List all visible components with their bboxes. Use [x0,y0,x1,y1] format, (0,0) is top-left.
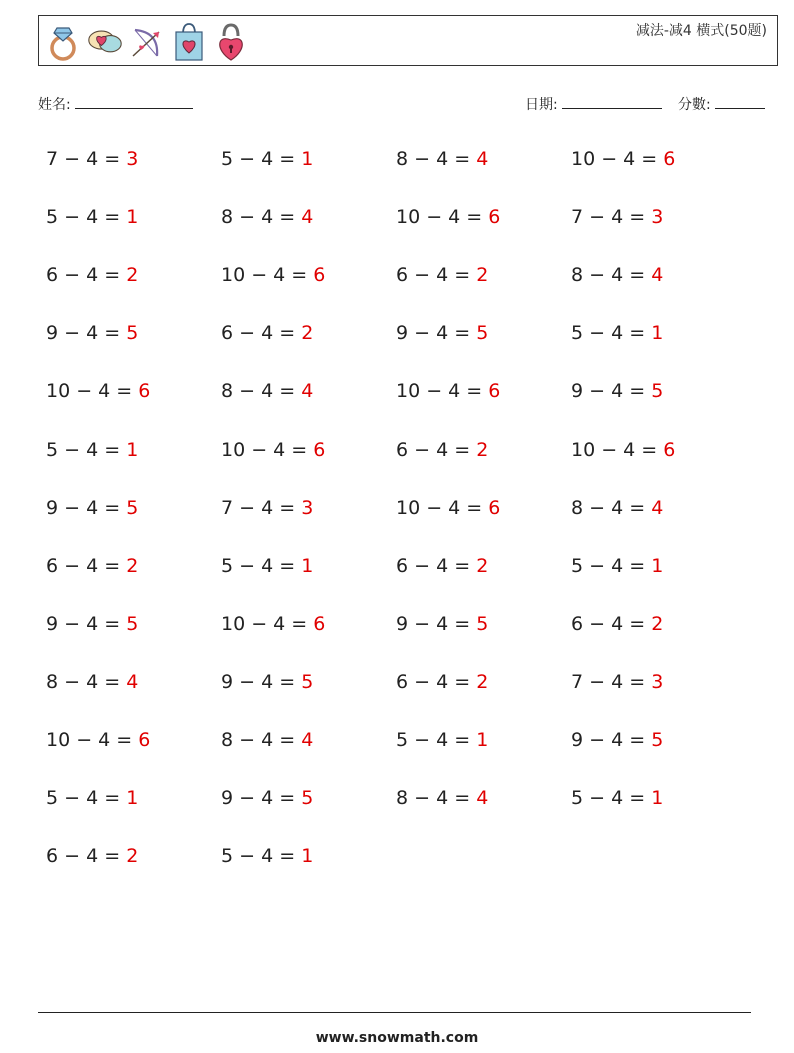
problem-answer: 6 [138,729,151,751]
problem-answer: 5 [126,612,139,635]
problem-expression: 6 − 4 = [221,322,302,345]
problem-answer: 1 [301,554,314,577]
problem-answer: 6 [313,438,326,461]
problem-answer: 6 [313,612,326,635]
problem-answer: 1 [126,438,139,461]
date-blank-line [562,96,662,109]
problem-expression: 8 − 4 = [221,729,302,751]
problem-expression: 6 − 4 = [46,845,127,868]
problem-answer: 4 [126,670,139,693]
problem-answer: 5 [126,322,139,345]
problem-item [221,671,313,693]
problem-answer: 5 [301,787,314,810]
problem-item [396,555,488,577]
problem-expression: 8 − 4 = [571,496,652,519]
problem-expression: 8 − 4 = [396,787,477,810]
problem-answer: 1 [651,554,664,577]
problem-item [46,497,138,519]
problem-answer: 4 [476,787,489,810]
problem-answer: 2 [126,264,139,287]
problem-item [396,729,488,751]
problem-item [396,787,488,809]
bow-arrow-icon [129,20,165,62]
problem-item [46,380,150,402]
heart-padlock-icon [213,20,249,62]
name-field [38,94,193,114]
problem-expression: 10 − 4 = [221,264,314,287]
date-field [525,94,662,114]
problem-expression: 7 − 4 = [221,496,302,519]
problem-answer: 4 [476,148,489,170]
problem-item [46,845,138,867]
problem-item [221,729,313,751]
problem-expression: 5 − 4 = [571,322,652,345]
problem-expression: 9 − 4 = [571,380,652,403]
problem-answer: 5 [651,729,664,751]
problem-expression: 6 − 4 = [396,670,477,693]
shopping-bag-heart-icon [171,20,207,62]
problem-answer: 1 [476,729,489,751]
problem-answer: 1 [301,148,314,170]
problem-answer: 2 [476,554,489,577]
problem-expression: 6 − 4 = [571,612,652,635]
problem-expression: 9 − 4 = [571,729,652,751]
problem-answer: 6 [488,206,501,229]
score-label: 分數: [678,97,711,113]
problem-item [46,555,138,577]
problem-expression: 7 − 4 = [571,670,652,693]
problem-item [571,787,663,809]
problem-expression: 5 − 4 = [46,438,127,461]
problem-item [396,671,488,693]
problem-item [46,206,138,228]
problem-item [571,148,675,170]
problem-expression: 7 − 4 = [46,148,127,170]
problem-item [46,613,138,635]
problem-expression: 6 − 4 = [46,264,127,287]
problem-item [221,845,313,867]
problem-item [221,264,325,286]
problem-answer: 5 [126,496,139,519]
ring-icon [45,20,81,62]
problem-expression: 5 − 4 = [221,845,302,868]
problem-expression: 10 − 4 = [221,612,314,635]
problem-answer: 4 [301,206,314,229]
problem-answer: 1 [126,206,139,229]
problem-expression: 6 − 4 = [396,264,477,287]
problem-answer: 5 [476,612,489,635]
date-label: 日期: [525,97,558,113]
problem-expression: 9 − 4 = [221,787,302,810]
problem-expression: 10 − 4 = [396,496,489,519]
problem-answer: 6 [138,380,151,403]
problem-answer: 6 [663,438,676,461]
problem-item [221,380,313,402]
problem-expression: 5 − 4 = [221,148,302,170]
problem-answer: 2 [476,670,489,693]
problem-expression: 7 − 4 = [571,206,652,229]
problem-item [571,322,663,344]
problem-item [221,497,313,519]
problem-answer: 3 [301,496,314,519]
problem-expression: 8 − 4 = [221,206,302,229]
problem-expression: 10 − 4 = [571,148,664,170]
problem-item [46,264,138,286]
problem-item [571,439,675,461]
problem-item [46,322,138,344]
problem-answer: 2 [651,612,664,635]
problem-answer: 3 [126,148,139,170]
name-blank-line [75,96,193,109]
problem-expression: 8 − 4 = [571,264,652,287]
problem-item [46,148,138,170]
problem-answer: 2 [476,438,489,461]
problem-answer: 2 [476,264,489,287]
name-label: 姓名: [38,97,71,113]
problem-expression: 8 − 4 = [221,380,302,403]
problem-item [396,380,500,402]
worksheet-header [38,15,778,66]
speech-bubbles-heart-icon [87,20,123,62]
problem-item [221,148,313,170]
icon-strip [45,20,249,62]
problem-item [396,264,488,286]
problem-item [46,729,150,751]
footer-url: www.snowmath.com [315,1030,479,1046]
score-blank-line [715,96,765,109]
problem-item [221,206,313,228]
problem-expression: 10 − 4 = [396,206,489,229]
problem-expression: 8 − 4 = [396,148,477,170]
problem-answer: 5 [301,670,314,693]
problem-item [396,613,488,635]
problem-answer: 4 [301,729,314,751]
problem-item [221,613,325,635]
problem-item [46,439,138,461]
problem-answer: 1 [301,845,314,868]
problem-answer: 6 [313,264,326,287]
problem-expression: 10 − 4 = [396,380,489,403]
problem-expression: 9 − 4 = [396,612,477,635]
problem-expression: 9 − 4 = [221,670,302,693]
footer-divider [38,1012,751,1013]
problem-item [221,555,313,577]
problem-expression: 10 − 4 = [46,729,139,751]
problem-expression: 6 − 4 = [396,438,477,461]
problem-item [221,439,325,461]
problem-expression: 9 − 4 = [46,322,127,345]
problem-expression: 5 − 4 = [571,787,652,810]
problem-answer: 3 [651,670,664,693]
problem-expression: 5 − 4 = [46,787,127,810]
problem-answer: 5 [476,322,489,345]
problem-item [571,729,663,751]
problem-item [396,322,488,344]
problem-item [396,497,500,519]
problem-expression: 5 − 4 = [396,729,477,751]
problem-answer: 6 [663,148,676,170]
problem-answer: 2 [126,554,139,577]
problem-item [396,206,500,228]
problem-item [571,497,663,519]
problem-expression: 8 − 4 = [46,670,127,693]
problem-expression: 10 − 4 = [221,438,314,461]
problem-expression: 9 − 4 = [46,496,127,519]
problem-item [221,787,313,809]
problem-expression: 6 − 4 = [46,554,127,577]
problem-item [46,787,138,809]
problem-expression: 5 − 4 = [46,206,127,229]
problem-item [46,671,138,693]
problem-answer: 4 [301,380,314,403]
problem-expression: 6 − 4 = [396,554,477,577]
problem-answer: 2 [126,845,139,868]
problem-expression: 5 − 4 = [221,554,302,577]
worksheet-title: 减法-减4 横式(50题) [635,23,767,39]
problem-answer: 4 [651,264,664,287]
problem-item [396,439,488,461]
problem-answer: 6 [488,496,501,519]
problem-item [571,380,663,402]
score-field [678,94,765,114]
problem-answer: 5 [651,380,664,403]
problem-expression: 10 − 4 = [46,380,139,403]
problem-answer: 1 [651,787,664,810]
problem-answer: 3 [651,206,664,229]
problem-answer: 2 [301,322,314,345]
problem-answer: 1 [651,322,664,345]
problem-expression: 9 − 4 = [46,612,127,635]
problem-item [571,555,663,577]
problem-item [571,264,663,286]
problem-item [571,671,663,693]
problem-item [571,206,663,228]
problem-item [396,148,488,170]
problem-answer: 6 [488,380,501,403]
problem-expression: 10 − 4 = [571,438,664,461]
problem-item [221,322,313,344]
problem-answer: 1 [126,787,139,810]
problem-expression: 5 − 4 = [571,554,652,577]
problem-item [571,613,663,635]
problem-expression: 9 − 4 = [396,322,477,345]
problem-answer: 4 [651,496,664,519]
